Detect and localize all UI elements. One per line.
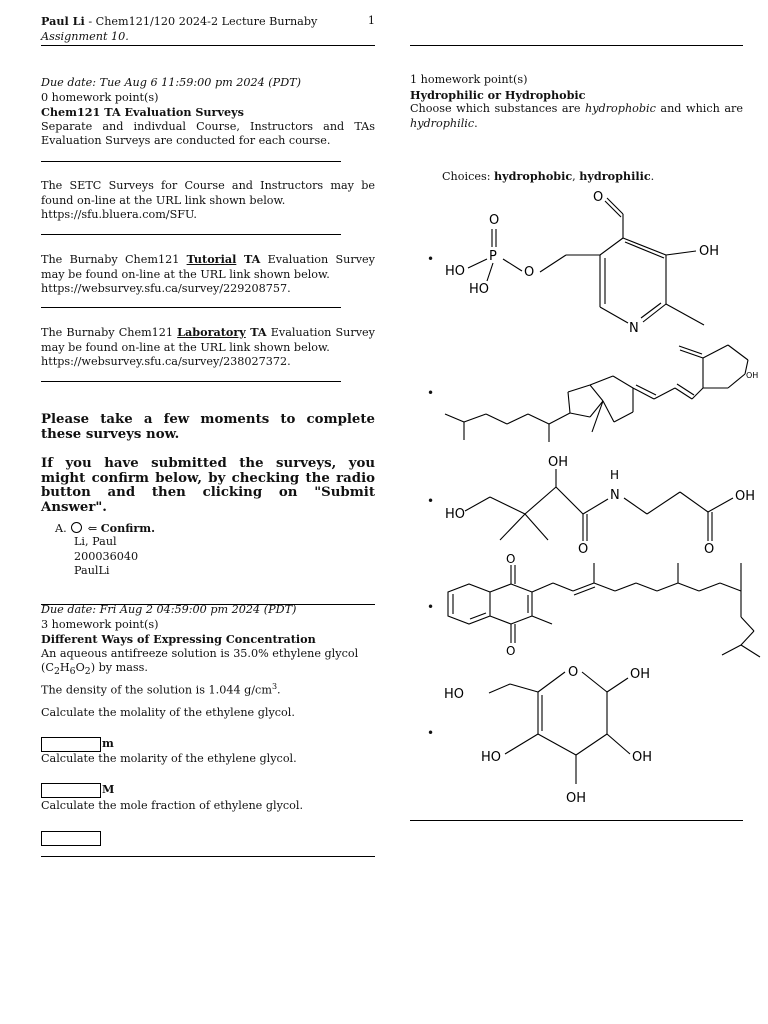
atom-ho: HO [444, 687, 465, 702]
formula-h-sub: 6 [69, 666, 76, 678]
hydrophobic-points: 1 homework point(s) [410, 73, 528, 86]
density-text [41, 680, 375, 698]
atom-oh: OH [630, 667, 651, 682]
lab-word: Laboratory [177, 325, 246, 339]
answer-mole-fraction-row [41, 831, 102, 846]
atom-p: P [489, 249, 497, 264]
student-info [74, 535, 274, 579]
atom-nh-h: H [610, 468, 620, 482]
lab-text-pre: The Burnaby Chem121 [41, 326, 178, 339]
page-number: 1 [367, 14, 375, 27]
bullet-5: • [427, 726, 435, 740]
atom-o: O [704, 542, 715, 557]
assignment-title: Assignment 10. [41, 29, 129, 43]
concentration-due-date: Due date: Fri Aug 2 04:59:00 pm 2024 (PDT) [41, 603, 297, 616]
atom-ho: HO [481, 750, 502, 765]
answer-molality-row [41, 736, 114, 752]
hydrophobic-title: Hydrophilic or Hydrophobic [410, 87, 586, 102]
survey-rule-1 [41, 161, 341, 162]
formula-o-sub: 2 [84, 666, 91, 678]
molecule-4-structure [440, 545, 765, 665]
atom-oh: OH [566, 791, 587, 806]
molecule-2-structure [440, 340, 765, 445]
atom-oh: OH [735, 489, 756, 504]
inst-pre: Choose which substances are [410, 102, 586, 115]
survey-intro: Separate and indivdual Course, Instructors and TAs Evaluation Surveys are conducted for each course. [41, 119, 375, 147]
survey-due-date: Due date: Tue Aug 6 11:59:00 pm 2024 (PDT) [41, 76, 301, 89]
right-top-rule [410, 45, 743, 46]
density-value: The density of the solution is 1.044 g/cm [41, 683, 272, 697]
atom-n: N [629, 321, 639, 336]
left-arrow-icon: ⇐ [87, 522, 98, 535]
survey-block [41, 76, 375, 149]
atom-ho: HO [445, 507, 466, 522]
answer-molarity-row [41, 782, 114, 798]
concentration-points: 3 homework point(s) [41, 617, 159, 631]
formula-open: (C [41, 661, 54, 674]
tutorial-text-post: Evaluation Survey may be found on-line at the URL link shown below. [41, 253, 376, 281]
atom-o: O [506, 552, 516, 566]
bullet-4: • [427, 600, 435, 614]
atom-oh-small: OH [746, 371, 759, 380]
hydrophobic-bottom-rule [410, 820, 743, 821]
setc-text: The SETC Surveys for Course and Instructors may be found on-line at the URL link shown below. [41, 179, 375, 207]
lab-block [41, 325, 375, 370]
atom-o: O [524, 265, 535, 280]
atom-o: O [568, 665, 579, 680]
student-id: 200036040 [74, 549, 139, 563]
formula-c-sub: 2 [53, 666, 60, 678]
survey-rule-3 [41, 307, 341, 308]
lab-ta: TA [245, 325, 267, 339]
survey-rule-2 [41, 234, 341, 235]
student-name: Paul Li [41, 14, 85, 28]
atom-ho: HO [469, 282, 490, 297]
choice-hydrophilic: hydrophilic [579, 169, 651, 183]
molality-unit: m [102, 736, 114, 750]
setc-block [41, 179, 375, 223]
confirm-label: Confirm. [100, 521, 155, 535]
hydrophobic-instructions [410, 102, 743, 131]
survey-title: Chem121 TA Evaluation Surveys [41, 105, 244, 119]
inst-end: . [474, 116, 478, 130]
choices-label: Choices: [442, 170, 495, 183]
tutorial-ta: TA [236, 252, 261, 266]
atom-nh-n: N [610, 488, 620, 503]
option-letter: A. [55, 522, 67, 535]
lab-text-post: Evaluation Survey may be found on-line at the URL link shown below. [41, 326, 375, 354]
hydrophobic-block [410, 73, 743, 131]
survey-prompt-1: Please take a few moments to complete these surveys now. [41, 412, 375, 442]
page-header [41, 14, 375, 44]
atom-o: O [593, 190, 604, 205]
mole-fraction-input[interactable] [41, 831, 101, 846]
confirm-radio[interactable] [71, 522, 82, 533]
molarity-unit: M [102, 782, 115, 796]
atom-oh: OH [699, 244, 720, 259]
question-molality: Calculate the molality of the ethylene glycol. [41, 706, 295, 719]
atom-oh: OH [632, 750, 653, 765]
inst-hydrophobic: hydrophobic [585, 102, 656, 115]
atom-o: O [578, 542, 589, 557]
atom-o: O [489, 213, 500, 228]
setc-url-link[interactable]: https://sfu.bluera.com/SFU. [41, 208, 197, 221]
molecule-1-structure [440, 180, 740, 340]
course-title: Chem121/120 2024-2 Lecture Burnaby [95, 15, 318, 28]
formula-h: H [59, 661, 70, 674]
survey-prompt-2: If you have submitted the surveys, you might confirm below, by checking the radio button and then clicking on "Submit Answer". [41, 456, 375, 515]
concentration-bottom-rule [41, 856, 375, 857]
concentration-text [41, 647, 375, 662]
formula-close: ) by mass. [90, 661, 148, 674]
tutorial-block [41, 252, 375, 297]
concentration-block [41, 603, 375, 698]
survey-rule-4 [41, 381, 341, 382]
student-username: PaulLi [74, 564, 110, 577]
tutorial-url-link[interactable]: https://websurvey.sfu.ca/survey/229208757. [41, 282, 291, 295]
density-sup: 3 [271, 681, 278, 691]
density-end: . [277, 683, 281, 697]
choice-hydrophobic: hydrophobic [494, 169, 573, 183]
inst-hydrophilic: hydrophilic [410, 116, 475, 130]
inst-mid: and which are [655, 102, 743, 115]
header-rule [41, 45, 375, 46]
molecule-5-structure [440, 660, 680, 810]
formula-o: O [75, 661, 85, 674]
atom-oh: OH [548, 455, 569, 470]
student-full-name: Li, Paul [74, 535, 117, 548]
choices-end: . [650, 170, 655, 183]
survey-points: 0 homework point(s) [41, 90, 159, 104]
concentration-text-1: An aqueous antifreeze solution is 35.0% ethylene glycol [41, 646, 359, 660]
header-separator: - [84, 15, 96, 28]
tutorial-word: Tutorial [186, 252, 237, 266]
question-mole-fraction: Calculate the mole fraction of ethylene glycol. [41, 799, 304, 812]
lab-url-link[interactable]: https://websurvey.sfu.ca/survey/238027372. [41, 355, 291, 368]
molality-input[interactable] [41, 737, 101, 752]
molecule-3-structure [440, 450, 765, 560]
tutorial-text-pre: The Burnaby Chem121 [41, 253, 187, 266]
atom-ho: HO [445, 264, 466, 279]
concentration-title: Different Ways of Expressing Concentration [41, 632, 316, 646]
bullet-1: • [427, 252, 435, 266]
molarity-input[interactable] [41, 783, 101, 798]
question-molarity: Calculate the molarity of the ethylene glycol. [41, 752, 297, 765]
bullet-2: • [427, 386, 435, 400]
choice-separator: , [572, 170, 580, 183]
atom-o: O [506, 644, 516, 658]
concentration-formula [41, 661, 375, 680]
bullet-3: • [427, 494, 435, 508]
